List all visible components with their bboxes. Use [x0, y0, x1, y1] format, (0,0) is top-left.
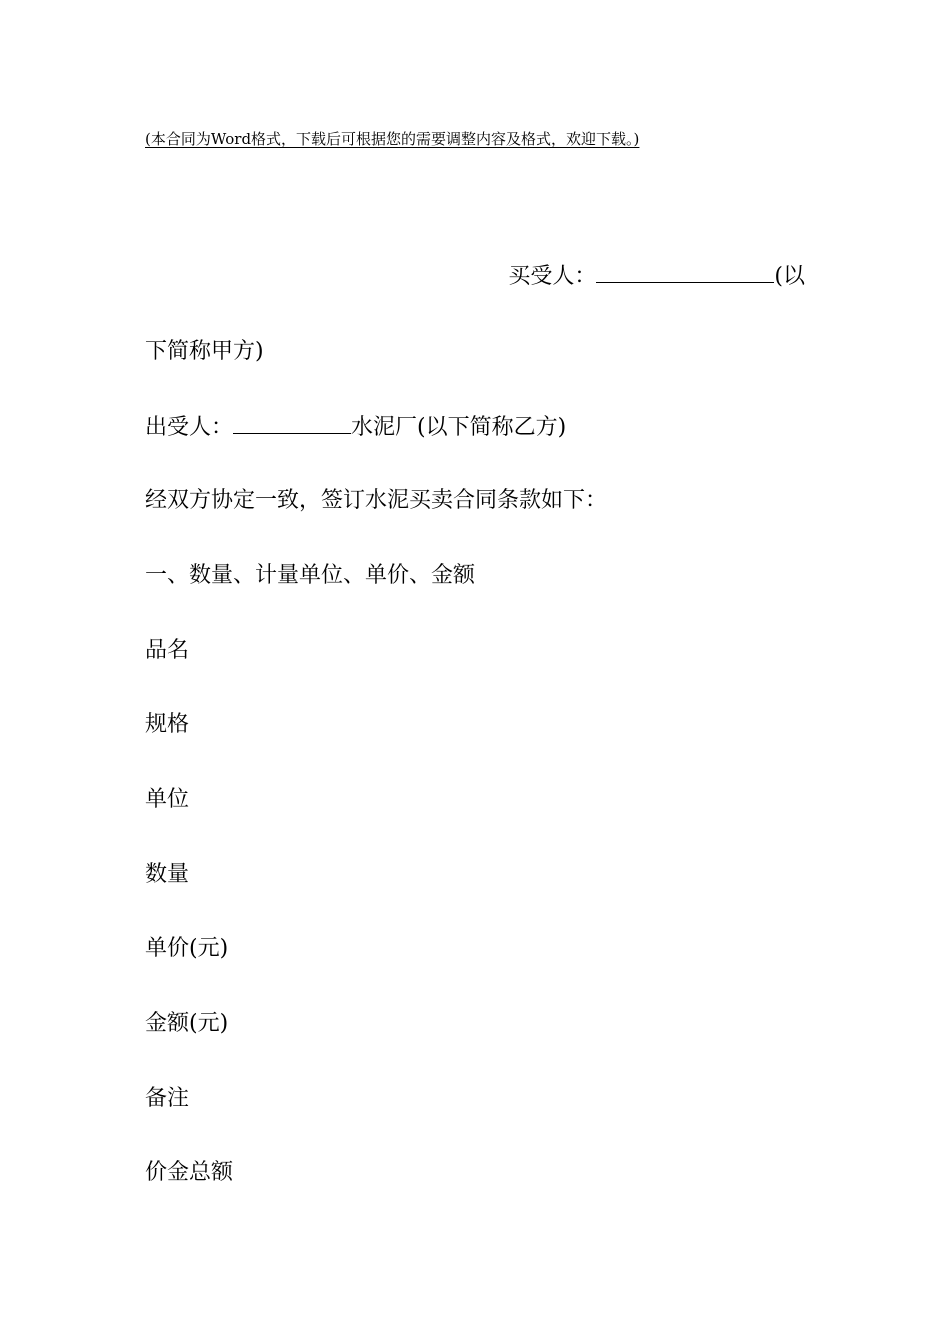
item-product-name: 品名	[145, 638, 190, 663]
download-note: (本合同为Word格式，下载后可根据您的需要调整内容及格式，欢迎下载。)	[145, 130, 640, 148]
item-remarks: 备注	[145, 1086, 190, 1111]
buyer-continuation: 下简称甲方)	[145, 339, 264, 364]
seller-suffix: 水泥厂(以下简称乙方)	[351, 415, 567, 440]
contract-intro: 经双方协定一致，签订水泥买卖合同条款如下：	[145, 488, 608, 513]
item-unit-price: 单价(元)	[145, 936, 229, 961]
item-total-price: 价金总额	[145, 1160, 234, 1185]
item-quantity: 数量	[145, 862, 190, 887]
item-specification: 规格	[145, 712, 190, 737]
seller-blank	[233, 411, 351, 434]
seller-line	[145, 411, 566, 443]
seller-label: 出受人：	[145, 415, 234, 440]
section-title: 一、数量、计量单位、单价、金额	[145, 563, 476, 588]
buyer-label: 买受人：	[508, 264, 597, 289]
buyer-suffix: (以	[774, 264, 805, 289]
buyer-blank	[596, 260, 774, 283]
buyer-line	[508, 260, 805, 292]
item-unit: 单位	[145, 787, 190, 812]
item-amount: 金额(元)	[145, 1011, 229, 1036]
